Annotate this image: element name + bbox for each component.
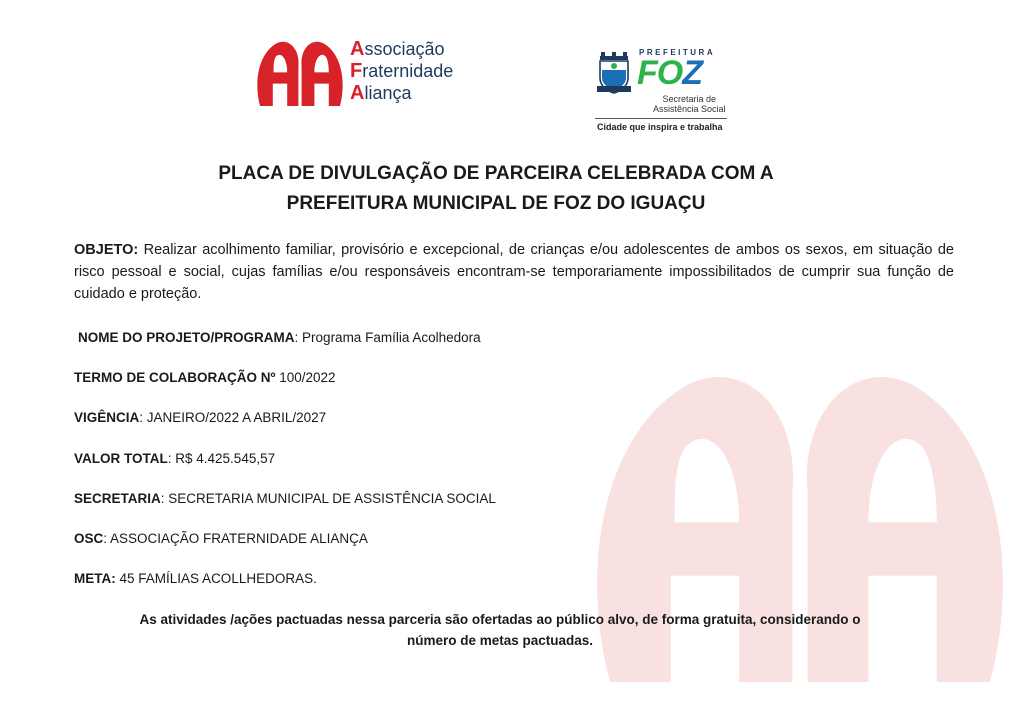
title-line-2: PREFEITURA MUNICIPAL DE FOZ DO IGUAÇU: [286, 193, 706, 214]
prefeitura-logo: [593, 46, 733, 136]
page-title: [60, 159, 932, 219]
afa-line-3: Aliança: [350, 82, 412, 104]
footer-note: [90, 609, 910, 651]
prefeitura-tagline: Cidade que inspira e trabalha: [597, 122, 723, 132]
coat-of-arms-icon: [597, 52, 631, 94]
footer-line-1: As atividades /ações pactuadas nessa parceria são ofertadas ao público alvo, de forma gratuita, considerando o: [139, 612, 861, 627]
field-projeto: NOME DO PROJETO/PROGRAMA: Programa Família Acolhedora: [78, 330, 481, 345]
objeto-label: OBJETO:: [74, 242, 139, 258]
field-meta: META: 45 FAMÍLIAS ACOLLHEDORAS.: [74, 571, 317, 586]
afa-watermark-logo: [570, 340, 1024, 720]
prefeitura-label: PREFEITURA: [639, 48, 716, 57]
afa-name: [350, 38, 453, 104]
foz-wordmark: FOZ: [637, 54, 702, 92]
title-line-1: PLACA DE DIVULGAÇÃO DE PARCEIRA CELEBRADA COM A: [218, 163, 774, 184]
objeto-paragraph: [74, 239, 954, 305]
field-vigencia: VIGÊNCIA: JANEIRO/2022 A ABRIL/2027: [74, 410, 327, 425]
afa-heart-logo: [252, 34, 348, 114]
field-osc: OSC: ASSOCIAÇÃO FRATERNIDADE ALIANÇA: [74, 531, 368, 546]
field-valor: VALOR TOTAL: R$ 4.425.545,57: [74, 451, 276, 466]
afa-line-1: Associação: [350, 38, 445, 60]
logo-divider: [595, 118, 727, 119]
objeto-text: Realizar acolhimento familiar, provisório e excepcional, de crianças e/ou adolescentes de ambos os sexos, em situação de risco pessoal e social, cujas famílias e/ou responsáveis encontram-se temporariamente impossibilitados de cumprir sua função de cuidado e proteção.: [74, 242, 954, 302]
field-termo: TERMO DE COLABORAÇÃO Nº 100/2022: [74, 370, 336, 385]
footer-line-2: número de metas pactuadas.: [406, 633, 594, 648]
field-secretaria: SECRETARIA: SECRETARIA MUNICIPAL DE ASSISTÊNCIA SOCIAL: [74, 491, 496, 506]
afa-logo: [252, 34, 482, 114]
secretaria-text: Secretaria de Assistência Social: [653, 94, 726, 114]
afa-line-2: Fraternidade: [350, 60, 454, 82]
